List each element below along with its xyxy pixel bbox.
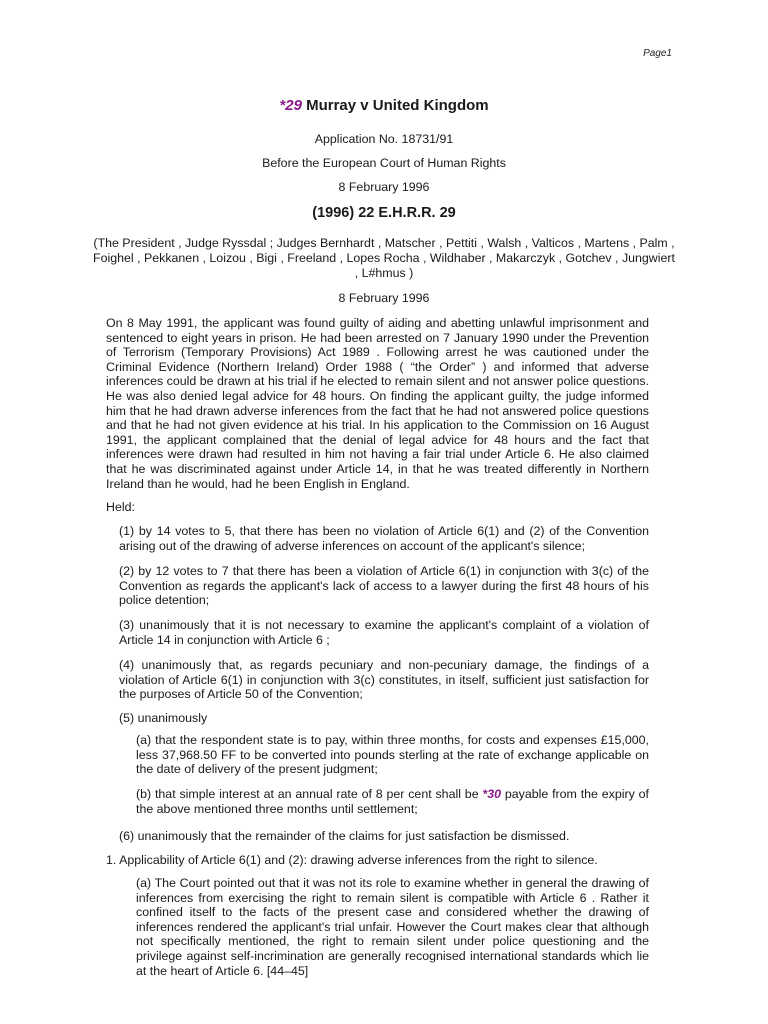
application-number: Application No. 18731/91 [314, 132, 454, 146]
title-page-ref: *29 [279, 97, 302, 114]
case-summary [106, 316, 649, 491]
page-number: Page1 [643, 48, 672, 59]
held-5b-text-start: (b) that simple interest at an annual rate of 8 per cent shall be [136, 787, 483, 801]
held-item-5b [136, 787, 649, 816]
held-item-5: (5) unanimously [119, 711, 208, 725]
held-item-6: (6) unanimously that the remainder of the claims for just satisfaction be dismissed. [119, 829, 570, 843]
judges-list: (The President , Judge Ryssdal ; Judges Bernhardt , Matscher , Pettiti , Walsh , Valticos , Martens , Palm , Foighel , Pekkanen , Loizou , Bigi , Freeland , Lopes Rocha , Wildhaber , Makarczyk , Gotchev , Jungwiert , L#hmus ) [93, 236, 675, 280]
held-label: Held: [106, 500, 135, 514]
held-item-5a: (a) that the respondent state is to pay, within three months, for costs and expenses £15,000, less 37,968.50 FF to be converted into pounds sterling at the rate of exchange applicable on the date of delivery of the present judgment; [136, 733, 649, 777]
inline-page-ref: *30 [482, 787, 502, 801]
section-1-heading: 1. Applicability of Article 6(1) and (2): drawing adverse inferences from the right to silence. [106, 853, 598, 867]
held-item-2: (2) by 12 votes to 7 that there has been a violation of Article 6(1) in conjunction with 3(c) of the Convention as regards the applicant's lack of access to a lawyer during the first 48 hours of his police detention; [119, 564, 649, 608]
summary-paragraph: On 8 May 1991, the applicant was found guilty of aiding and abetting unlawful imprisonment and sentenced to eight years in prison. He had been arrested on 7 January 1990 under the Prevention of Terrorism (Temporary Provisions) Act 1989 . Following arrest he was cautioned under the Criminal Evidence (Northern Ireland) Order 1988 ( “the Order” ) and informed that adverse inferences could be drawn at his trial if he elected to remain silent and not answer police questions. He was also denied legal advice for 48 hours. On finding the applicant guilty, the judge informed him that he had drawn adverse inferences from the fact that he had not answered police questions and that he had not given evidence at his trial. In his application to the Commission on 16 August 1991, the applicant complained that the denial of legal advice for 48 hours and the fact that inferences were drawn had resulted in him not having a fair trial under Article 6. He also claimed that he was discriminated against under Article 14, in that he was treated differently in Northern Ireland than he would, had he been English in England. [106, 316, 649, 491]
title-text: Murray v United Kingdom [306, 97, 489, 114]
court-name: Before the European Court of Human Rights [262, 156, 506, 170]
held-item-4: (4) unanimously that, as regards pecuniary and non-pecuniary damage, the findings of a violation of Article 6(1) in conjunction with 3(c) constitutes, in itself, sufficient just satisfaction for the purposes of Article 50 of the Convention; [119, 658, 649, 702]
judgment-date-repeat: 8 February 1996 [338, 291, 430, 305]
case-title [0, 99, 768, 114]
judgment-date: 8 February 1996 [338, 180, 430, 194]
held-item-1: (1) by 14 votes to 5, that there has been no violation of Article 6(1) and (2) of the Convention arising out of the drawing of adverse inferences on account of the applicant's silence; [119, 524, 649, 553]
held-item-3: (3) unanimously that it is not necessary to examine the applicant's complaint of a violation of Article 14 in conjunction with Article 6 ; [119, 618, 649, 647]
report-citation: (1996) 22 E.H.R.R. 29 [312, 205, 456, 221]
held-5b-text-end: payable from the expiry of the above mentioned three months until settlement; [136, 787, 649, 816]
section-1-paragraph-a: (a) The Court pointed out that it was not its role to examine whether in general the drawing of inferences from exercising the right to remain silent is compatible with Article 6 . Rather it confined itself to the facts of the present case and considered whether the drawing of inferences rendered the applicant's trial unfair. However the Court makes clear that although not specifically mentioned, the right to remain silent under police questioning and the privilege against self-incrimination are generally recognised international standards which lie at the heart of Article 6. [44–45] [136, 876, 649, 978]
